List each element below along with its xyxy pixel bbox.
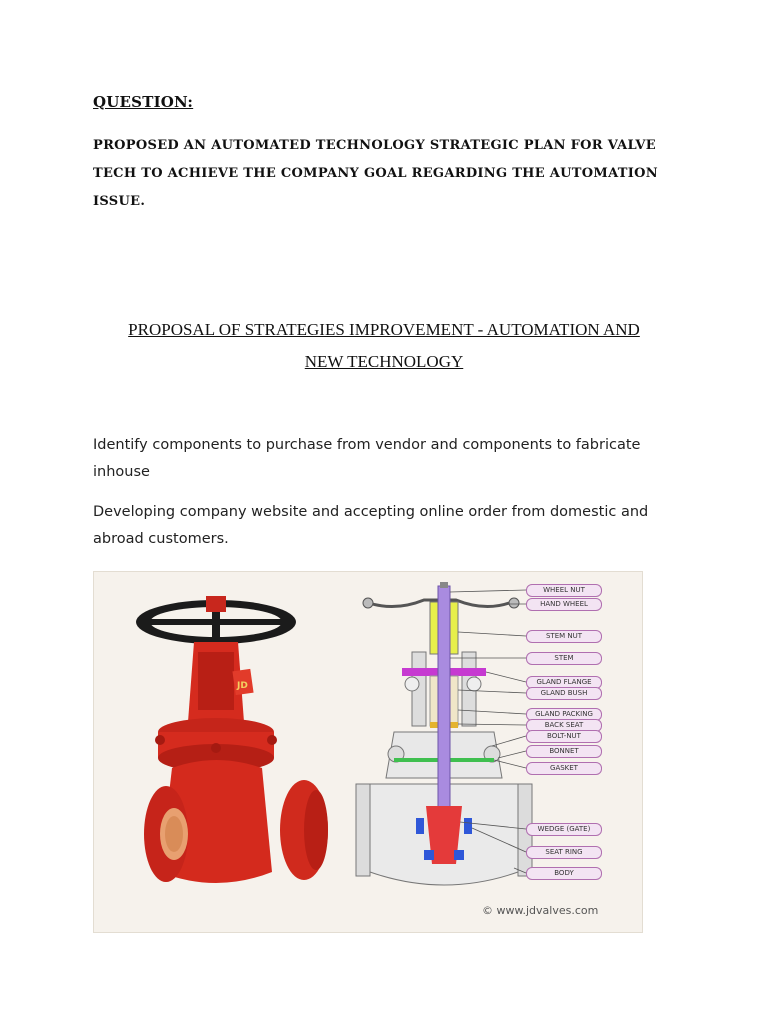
part-label: GLAND BUSH (526, 687, 602, 700)
question-label: QUESTION: (93, 93, 194, 111)
part-label: STEM (526, 652, 602, 665)
part-label: GLAND FLANGE (526, 676, 602, 689)
valve-cross-section (356, 582, 532, 885)
part-label: BOLT-NUT (526, 730, 602, 743)
valve-logo: JD (237, 681, 248, 691)
part-label: HAND WHEEL (526, 598, 602, 611)
part-label: WHEEL NUT (526, 584, 602, 597)
gate-valve-photo (136, 596, 328, 883)
figure-credit: © www.jdvalves.com (482, 904, 599, 917)
part-label: GLAND PACKING (526, 708, 602, 721)
paragraph-website: Developing company website and accepting online order from domestic and abroad customers. (93, 504, 649, 547)
part-label: STEM NUT (526, 630, 602, 643)
paragraph-components: Identify components to purchase from vendor and components to fabricate inhouse (93, 437, 641, 480)
part-label: SEAT RING (526, 846, 602, 859)
proposal-title (60, 314, 708, 378)
question-text: PROPOSED AN AUTOMATED TECHNOLOGY STRATEGIC PLAN FOR VALVE TECH TO ACHIEVE THE COMPANY GOAL REGARDING THE AUTOMATION ISSUE. (93, 138, 658, 209)
valve-figure (93, 571, 643, 933)
part-label: BODY (526, 867, 602, 880)
part-label: WEDGE (GATE) (526, 823, 602, 836)
part-label: BONNET (526, 745, 602, 758)
proposal-title-line2: NEW TECHNOLOGY (304, 352, 464, 371)
proposal-title-line1: PROPOSAL OF STRATEGIES IMPROVEMENT - AUTOMATION AND (128, 320, 640, 339)
part-label: GASKET (526, 762, 602, 775)
part-label: BACK SEAT (526, 719, 602, 732)
